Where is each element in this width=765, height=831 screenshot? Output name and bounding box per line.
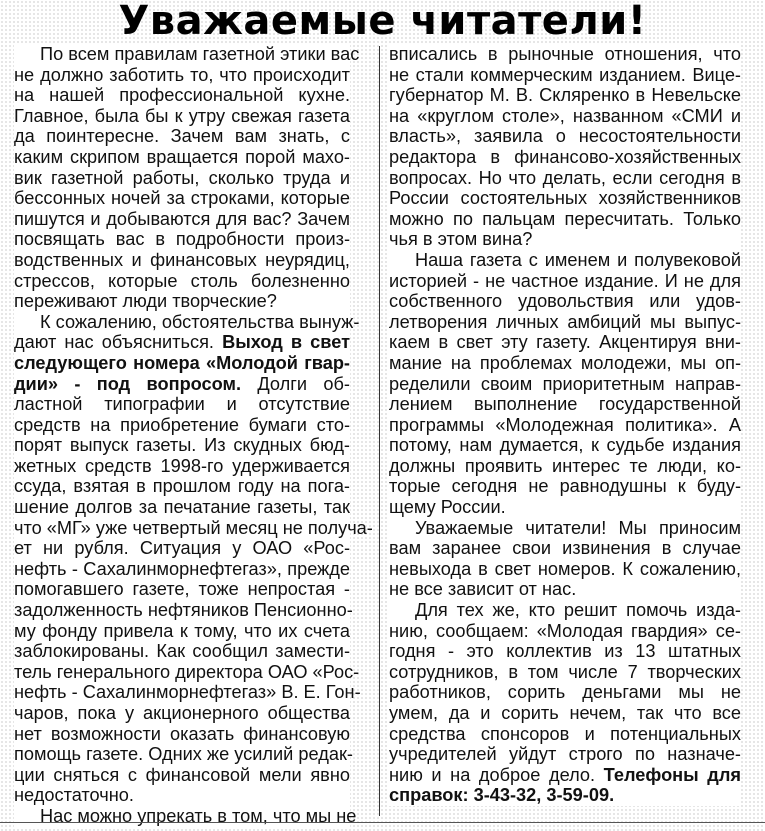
text-line: [389, 682, 741, 703]
text-line: [14, 682, 361, 703]
text-run: лением выполнение государственной: [389, 394, 741, 415]
text-run: на нашей профессиональной кухне.: [14, 85, 350, 106]
text-line: [389, 415, 741, 436]
text-run: умем, да и сорить нечем, так что все: [389, 703, 741, 723]
text-line: [389, 662, 741, 683]
text-line: [14, 621, 350, 642]
text-line: [389, 85, 741, 106]
text-run: каким скрипом вращается порой махо-: [14, 146, 350, 167]
text-line: [14, 44, 360, 65]
text-run: вписались в рыночные отношения, что: [389, 44, 741, 64]
text-line: [14, 661, 360, 683]
text-line: [14, 250, 350, 271]
text-run: ет ни рубля. Ситуация у ОАО «Рос-: [14, 538, 350, 559]
text-line: [14, 415, 350, 436]
text-line: [14, 394, 350, 415]
text-line: [389, 765, 741, 786]
text-line: [389, 271, 741, 292]
text-run: К сожалению, обстоятельства вынуж-: [40, 311, 360, 332]
text-run: тель генерального директора ОАО «Рос-: [14, 661, 360, 682]
text-run: ределили своим приоритетным направ-: [389, 373, 741, 394]
text-run: невыхода в свет номеров. К сожалению,: [389, 558, 741, 579]
text-run: нефть - Сахалинморнефтегаз» В. Е. Гон-: [14, 682, 361, 703]
text-run: водственных и финансовых неурядиц,: [14, 249, 350, 270]
text-line: [14, 147, 350, 168]
text-run: на «круглом столе», названном «СМИ и: [389, 105, 741, 126]
text-run: редактора в финансово-хозяйственных: [389, 146, 741, 167]
text-line: [14, 168, 350, 189]
text-line: [389, 538, 741, 559]
text-line: [389, 435, 741, 456]
text-line: [389, 312, 741, 333]
text-run: жетных средств 1998-го удерживается: [14, 455, 350, 476]
text-line: [389, 476, 741, 497]
text-line: [14, 353, 350, 374]
text-line: [389, 518, 741, 539]
text-line: [389, 250, 741, 271]
text-line: [14, 517, 373, 539]
text-run: помогавшего газете, тоже непростая -: [14, 579, 350, 600]
text-line: [14, 476, 350, 497]
text-line: [14, 456, 350, 477]
text-line: [389, 559, 741, 580]
text-line: [14, 641, 350, 662]
text-run: учредителей уйдут строго по назначе-: [389, 744, 741, 765]
bold-run: Телефоны для: [603, 764, 741, 785]
text-line: [14, 311, 360, 333]
text-run: Долги об-: [241, 373, 350, 394]
text-line: [389, 291, 741, 312]
text-line: [14, 85, 350, 106]
text-line: [389, 353, 741, 374]
text-run: должны проявить интерес те люди, ко-: [389, 455, 741, 476]
text-run: Главное, была бы к утру свежая газета: [14, 105, 350, 126]
bold-run: Выход в свет: [222, 332, 350, 353]
text-line: [389, 724, 741, 745]
text-line: [14, 126, 350, 147]
text-run: вам заранее свои извинения в случае: [389, 538, 741, 559]
text-run: сотрудников, в том числе 7 творческих: [389, 661, 741, 682]
text-run: пишутся и добываются для вас? Зачем: [14, 208, 350, 229]
text-run: порят выпуск газеты. Из скудных бюд-: [14, 435, 350, 456]
text-run: летворения личных амбиций мы выпус-: [389, 311, 741, 332]
text-line: [389, 106, 741, 127]
column-divider: [379, 46, 380, 816]
text-run: щему России.: [389, 497, 506, 518]
text-run: задолженность нефтяников Пенсионно-: [14, 600, 353, 621]
text-run: работников, сорить деньгами мы не: [389, 682, 741, 703]
bottom-rule: [0, 822, 765, 823]
text-run: не должно заботить то, что происходит: [14, 64, 350, 85]
bold-run: справок: 3-43-32, 3-59-09.: [389, 785, 615, 806]
text-line: [14, 559, 350, 580]
text-run: да поинтересне. Зачем вам знать, с: [14, 126, 350, 147]
text-run: заблокированы. Как сообщил замести-: [14, 641, 350, 662]
text-line: [14, 332, 350, 353]
text-run: не стали коммерческим изданием. Вице-: [389, 64, 741, 85]
text-line: [389, 744, 741, 765]
text-line: [389, 147, 741, 168]
text-line: [14, 229, 350, 250]
text-run: нефть - Сахалинморнефтегаз», прежде: [14, 558, 350, 579]
text-run: нию, сообщаем: «Молодая гвардия» се-: [389, 620, 741, 641]
text-run: чаров, пока у акционерного общества: [14, 703, 350, 723]
text-line: [14, 785, 350, 806]
text-run: помощь газете. Одних же усилий редак-: [14, 744, 353, 765]
text-line: [14, 374, 350, 395]
text-run: губернатор М. В. Скляренко в Невельске: [389, 85, 741, 106]
text-line: [389, 600, 741, 621]
text-line: [389, 456, 741, 477]
text-run: бессонных ночей за строками, которые: [14, 188, 350, 209]
text-line: [389, 497, 741, 518]
text-run: Для тех же, кто решит помочь изда-: [415, 600, 741, 621]
text-run: недостаточно.: [14, 785, 134, 806]
text-line: [14, 291, 350, 312]
text-run: чья в этом вина?: [389, 229, 533, 250]
text-line: [389, 44, 741, 65]
text-run: собственного удовольствия или удов-: [389, 291, 741, 312]
text-line: [14, 209, 350, 230]
article-column-right: [389, 44, 741, 806]
text-run: Нас можно упрекать в том, что мы не: [40, 805, 357, 826]
text-run: Уважаемые читатели! Мы приносим: [415, 517, 741, 538]
text-line: [389, 641, 741, 662]
article-column-left: [14, 44, 373, 827]
text-line: [389, 394, 741, 415]
text-run: ции сняться с финансовой мели явно: [14, 764, 350, 785]
text-run: нию и на доброе дело.: [389, 764, 604, 785]
text-run: историей - не частное издание. И не для: [389, 270, 741, 291]
text-line: [389, 785, 741, 806]
bold-run: дии» - под вопросом.: [14, 373, 242, 394]
text-line: [389, 621, 741, 642]
text-run: Наша газета с именем и полувековой: [415, 249, 741, 270]
text-line: [389, 168, 741, 189]
text-run: шение долгов за печатание газеты, так: [14, 497, 350, 518]
text-line: [389, 703, 741, 724]
text-run: власть», заявила о несостоятельности: [389, 126, 741, 147]
text-run: каем в свет эту газету. Акцентируя вни-: [389, 332, 741, 353]
text-run: посвящать вас в подробности произ-: [14, 229, 350, 250]
text-run: му фонду привела к тому, что их счета: [14, 620, 350, 641]
text-run: что «МГ» уже четвертый месяц не получа-: [14, 517, 373, 538]
text-line: [14, 538, 350, 559]
text-line: [14, 744, 353, 765]
bold-run: следующего номера «Молодой гвар-: [14, 352, 350, 373]
text-run: потому, нам думается, к судьбе издания: [389, 435, 741, 456]
text-line: [14, 435, 350, 456]
text-line: [14, 188, 350, 209]
text-run: программы «Молодежная политика». А: [389, 414, 741, 435]
text-run: России состоятельных хозяйственников: [389, 188, 741, 209]
text-run: мание на проблемах молодежи, мы оп-: [389, 352, 741, 373]
text-run: можно по пальцам пересчитать. Только: [389, 208, 741, 229]
text-line: [389, 579, 741, 600]
text-run: не все зависит от нас.: [389, 579, 577, 600]
text-line: [389, 188, 741, 209]
text-run: средств на приобретение бумаги сто-: [14, 414, 350, 435]
text-line: [14, 724, 350, 745]
text-line: [14, 271, 350, 292]
text-run: стрессов, которые столь болезненно: [14, 270, 350, 291]
text-run: ластной типографии и отсутствие: [14, 394, 350, 415]
text-line: [389, 209, 741, 230]
text-line: [389, 126, 741, 147]
text-line: [14, 600, 353, 621]
text-run: вопросах. Но что делать, если сегодня в: [389, 167, 741, 188]
text-line: [389, 65, 741, 86]
text-run: дают нас объясниться.: [14, 332, 223, 353]
text-run: По всем правилам газетной этики вас: [40, 44, 360, 64]
text-line: [389, 374, 741, 395]
text-line: [14, 65, 350, 86]
text-run: средства спонсоров и потенциальных: [389, 723, 741, 744]
text-line: [14, 765, 350, 786]
text-line: [14, 579, 350, 600]
text-run: нет возможности оказать финансовую: [14, 723, 350, 744]
text-run: ссуда, взятая в прошлом году на пога-: [14, 476, 350, 497]
text-run: вик газетной работы, сколько труда и: [14, 167, 350, 188]
text-line: [14, 805, 357, 827]
text-line: [14, 497, 350, 518]
page-title: Уважаемые читатели!: [118, 0, 647, 44]
text-line: [14, 106, 350, 127]
text-run: торые сегодня не равнодушны к буду-: [389, 476, 741, 497]
text-line: [389, 229, 741, 250]
text-line: [14, 703, 350, 724]
text-run: годня - это коллектив из 13 штатных: [389, 641, 741, 662]
text-run: переживают люди творческие?: [14, 291, 277, 312]
text-line: [389, 332, 741, 353]
